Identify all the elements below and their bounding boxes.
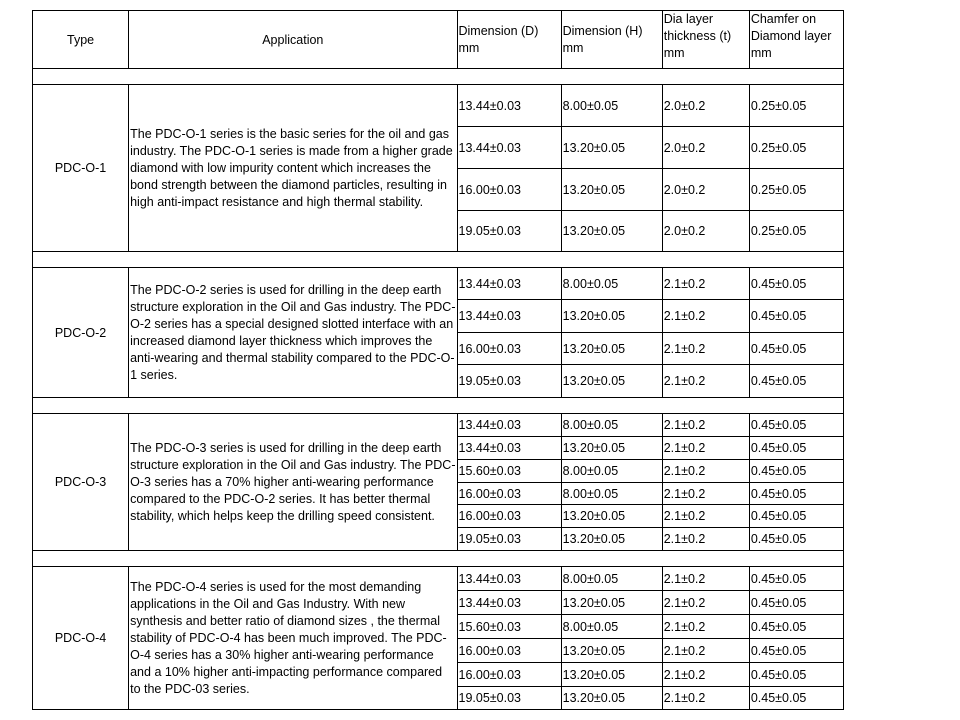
- dimension-d-cell: 13.44±0.03: [457, 268, 561, 300]
- dimension-d-cell: 16.00±0.03: [457, 333, 561, 365]
- dimension-d-cell: 16.00±0.03: [457, 169, 561, 211]
- dimension-h-cell: 13.20±0.05: [561, 639, 662, 663]
- dimension-h-cell: 8.00±0.05: [561, 483, 662, 505]
- chamfer-cell: 0.45±0.05: [749, 437, 843, 460]
- dimension-h-cell: 13.20±0.05: [561, 505, 662, 528]
- application-cell: The PDC-O-2 series is used for drilling in the deep earth structure exploration in the Oil and Gas industry. The PDC-O-2 series has a special designed slotted interface with an increased diamond layer thickness which improves the anti-wearing and thermal stability compared to the PDC-O-1 series.: [129, 268, 457, 398]
- dimension-h-cell: 13.20±0.05: [561, 333, 662, 365]
- header-row: [33, 11, 844, 69]
- chamfer-cell: 0.45±0.05: [749, 414, 843, 437]
- table-row: [33, 85, 844, 127]
- dia-layer-cell: 2.1±0.2: [662, 268, 749, 300]
- chamfer-cell: 0.45±0.05: [749, 300, 843, 333]
- dimension-d-cell: 19.05±0.03: [457, 528, 561, 551]
- header-type: Type: [33, 11, 129, 69]
- chamfer-cell: 0.45±0.05: [749, 687, 843, 710]
- dia-layer-cell: 2.1±0.2: [662, 639, 749, 663]
- chamfer-cell: 0.45±0.05: [749, 663, 843, 687]
- dimension-h-cell: 8.00±0.05: [561, 615, 662, 639]
- dimension-d-cell: 15.60±0.03: [457, 615, 561, 639]
- spacer-cell: [33, 398, 844, 414]
- dimension-h-cell: 13.20±0.05: [561, 528, 662, 551]
- dimension-d-cell: 13.44±0.03: [457, 437, 561, 460]
- application-cell: The PDC-O-3 series is used for drilling in the deep earth structure exploration in the Oil and Gas industry. The PDC-O-3 series has a 70% higher anti-wearing performance compared to the PDC-O-2 series. It has better thermal stability, which helps keep the drilling speed consistent.: [129, 414, 457, 551]
- dia-layer-cell: 2.1±0.2: [662, 663, 749, 687]
- dimension-h-cell: 13.20±0.05: [561, 687, 662, 710]
- type-cell: PDC-O-3: [33, 414, 129, 551]
- dimension-h-cell: 13.20±0.05: [561, 591, 662, 615]
- dia-layer-cell: 2.1±0.2: [662, 528, 749, 551]
- chamfer-cell: 0.45±0.05: [749, 567, 843, 591]
- dia-layer-cell: 2.1±0.2: [662, 460, 749, 483]
- dimension-h-cell: 13.20±0.05: [561, 437, 662, 460]
- table-row: [33, 414, 844, 437]
- dimension-d-cell: 13.44±0.03: [457, 127, 561, 169]
- chamfer-cell: 0.45±0.05: [749, 528, 843, 551]
- header-dimension-h: Dimension (H) mm: [561, 11, 662, 69]
- application-cell: The PDC-O-1 series is the basic series for the oil and gas industry. The PDC-O-1 series is made from a higher grade diamond with low impurity content which increases the bond strength between the diamond particles, resulting in high anti-impact resistance and high thermal stability.: [129, 85, 457, 252]
- dimension-d-cell: 19.05±0.03: [457, 211, 561, 252]
- dia-layer-cell: 2.1±0.2: [662, 365, 749, 398]
- dimension-h-cell: 8.00±0.05: [561, 414, 662, 437]
- chamfer-cell: 0.45±0.05: [749, 365, 843, 398]
- chamfer-cell: 0.25±0.05: [749, 169, 843, 211]
- dimension-h-cell: 13.20±0.05: [561, 365, 662, 398]
- dimension-d-cell: 16.00±0.03: [457, 483, 561, 505]
- dia-layer-cell: 2.1±0.2: [662, 615, 749, 639]
- header-dimension-d: Dimension (D) mm: [457, 11, 561, 69]
- dia-layer-cell: 2.1±0.2: [662, 483, 749, 505]
- chamfer-cell: 0.45±0.05: [749, 505, 843, 528]
- dia-layer-cell: 2.0±0.2: [662, 169, 749, 211]
- chamfer-cell: 0.25±0.05: [749, 211, 843, 252]
- dimension-d-cell: 15.60±0.03: [457, 460, 561, 483]
- dimension-d-cell: 19.05±0.03: [457, 365, 561, 398]
- dimension-d-cell: 16.00±0.03: [457, 639, 561, 663]
- type-cell: PDC-O-4: [33, 567, 129, 710]
- spacer-cell: [33, 551, 844, 567]
- type-cell: PDC-O-1: [33, 85, 129, 252]
- dia-layer-cell: 2.0±0.2: [662, 127, 749, 169]
- chamfer-cell: 0.45±0.05: [749, 483, 843, 505]
- spacer-row: [33, 398, 844, 414]
- header-dia-layer-thickness: Dia layer thickness (t) mm: [662, 11, 749, 69]
- dimension-h-cell: 13.20±0.05: [561, 300, 662, 333]
- dia-layer-cell: 2.1±0.2: [662, 300, 749, 333]
- dimension-h-cell: 13.20±0.05: [561, 663, 662, 687]
- dimension-d-cell: 13.44±0.03: [457, 300, 561, 333]
- chamfer-cell: 0.45±0.05: [749, 639, 843, 663]
- dia-layer-cell: 2.1±0.2: [662, 591, 749, 615]
- chamfer-cell: 0.45±0.05: [749, 333, 843, 365]
- dia-layer-cell: 2.1±0.2: [662, 414, 749, 437]
- type-cell: PDC-O-2: [33, 268, 129, 398]
- dia-layer-cell: 2.1±0.2: [662, 437, 749, 460]
- dia-layer-cell: 2.1±0.2: [662, 687, 749, 710]
- dimension-d-cell: 16.00±0.03: [457, 505, 561, 528]
- chamfer-cell: 0.25±0.05: [749, 127, 843, 169]
- spacer-cell: [33, 69, 844, 85]
- dia-layer-cell: 2.1±0.2: [662, 505, 749, 528]
- dimension-h-cell: 13.20±0.05: [561, 211, 662, 252]
- header-chamfer: Chamfer on Diamond layer mm: [749, 11, 843, 69]
- chamfer-cell: 0.45±0.05: [749, 615, 843, 639]
- spacer-row: [33, 69, 844, 85]
- dimension-h-cell: 8.00±0.05: [561, 460, 662, 483]
- dimension-h-cell: 8.00±0.05: [561, 85, 662, 127]
- application-cell: The PDC-O-4 series is used for the most demanding applications in the Oil and Gas Industry. With new synthesis and better ratio of diamond sizes , the thermal stability of PDC-O-4 has been much improved. The PDC-O-4 series has a 30% higher anti-wearing performance and a 10% higher anti-impacting performance compared to the PDC-03 series.: [129, 567, 457, 710]
- pdc-spec-table: [32, 10, 844, 710]
- dia-layer-cell: 2.0±0.2: [662, 85, 749, 127]
- dimension-d-cell: 13.44±0.03: [457, 567, 561, 591]
- chamfer-cell: 0.25±0.05: [749, 85, 843, 127]
- spacer-row: [33, 551, 844, 567]
- table-row: [33, 567, 844, 591]
- dimension-d-cell: 13.44±0.03: [457, 414, 561, 437]
- dimension-d-cell: 13.44±0.03: [457, 591, 561, 615]
- spacer-row: [33, 252, 844, 268]
- dimension-d-cell: 16.00±0.03: [457, 663, 561, 687]
- dia-layer-cell: 2.1±0.2: [662, 333, 749, 365]
- dimension-h-cell: 13.20±0.05: [561, 169, 662, 211]
- dia-layer-cell: 2.1±0.2: [662, 567, 749, 591]
- header-application: Application: [129, 11, 457, 69]
- dimension-h-cell: 8.00±0.05: [561, 567, 662, 591]
- chamfer-cell: 0.45±0.05: [749, 268, 843, 300]
- chamfer-cell: 0.45±0.05: [749, 591, 843, 615]
- spacer-cell: [33, 252, 844, 268]
- dimension-d-cell: 19.05±0.03: [457, 687, 561, 710]
- dimension-d-cell: 13.44±0.03: [457, 85, 561, 127]
- table-row: [33, 268, 844, 300]
- chamfer-cell: 0.45±0.05: [749, 460, 843, 483]
- dia-layer-cell: 2.0±0.2: [662, 211, 749, 252]
- dimension-h-cell: 13.20±0.05: [561, 127, 662, 169]
- dimension-h-cell: 8.00±0.05: [561, 268, 662, 300]
